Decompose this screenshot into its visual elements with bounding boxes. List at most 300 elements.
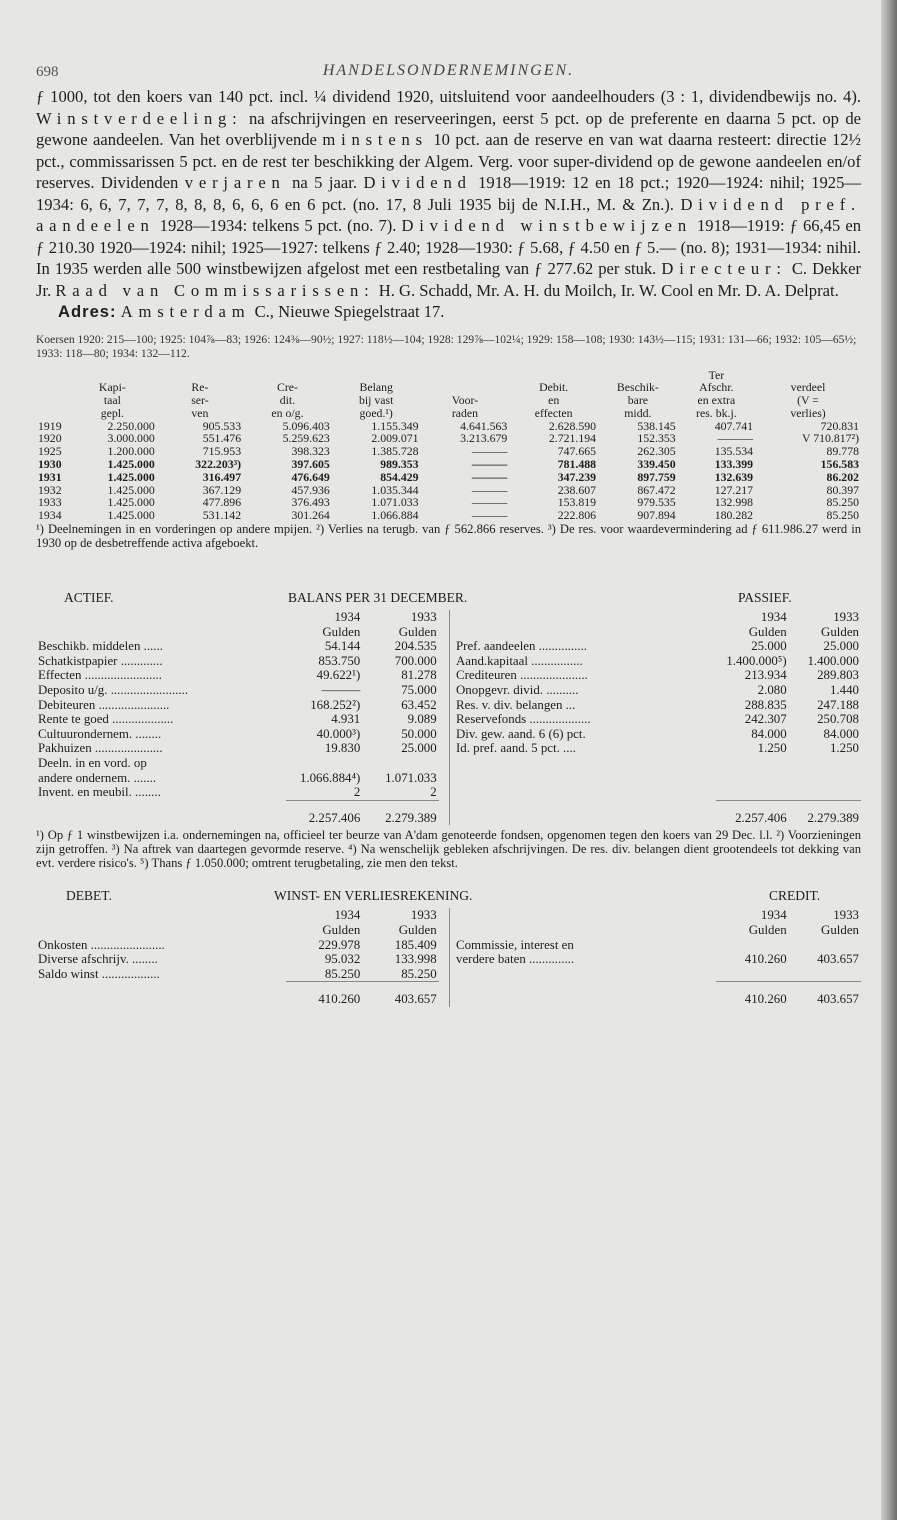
ledger-label [36,952,286,967]
amount-1933: 204.535 [394,639,437,654]
total-1933: 2.279.389 [362,800,438,825]
item-name: Onkosten [38,937,88,952]
blank-cell [789,756,861,771]
value-cell: 1.385.728 [371,444,419,459]
value-cell: 135.534 [714,444,754,459]
balans-table [36,610,861,825]
leader-dots: ................... [526,712,591,727]
amount-1934: 1.250 [757,741,787,756]
running-head: HANDELSONDERNEMINGEN. [322,62,575,79]
header-cell: midd. [624,405,652,420]
value-cell: 407.741 [714,418,754,433]
amount-1933: 85.250 [401,966,437,981]
value-cell: 180.282 [714,508,754,523]
leader-dots: ............. [117,653,163,668]
value-cell: 1.035.344 [371,482,419,497]
total-1934: 2.257.406 [286,800,362,825]
column-header-row [36,610,861,625]
amount-1933: 185.409 [394,937,437,952]
ledger-label [450,741,717,756]
item-name: Effecten [38,668,82,683]
year-label: Gulden [748,922,787,937]
header-cell: Debit. [539,380,569,395]
address-line [36,301,861,323]
amount-1934: 1.066.884⁴) [299,770,361,785]
column-divider [439,712,450,727]
header-cell [36,369,68,382]
actief-title: ACTIEF. [64,590,114,606]
value-cell: 80.397 [826,482,859,497]
blank-cell [36,800,286,825]
item-name: Schatkistpapier [38,653,118,668]
amount-1934: 2 [353,785,361,800]
value-cell: 89.778 [826,444,859,459]
winst-title: WINST- EN VERLIESREKENING. [274,888,473,904]
amount-1933: 1.440 [829,683,859,698]
ledger-label [36,938,286,953]
ledger-label [36,654,286,669]
totals-row [36,982,861,1007]
address-city: Amsterdam [120,302,251,321]
leader-dots: ............... [535,639,588,654]
value-cell: 322.203³) [195,457,242,472]
amount-1933 [789,938,861,953]
ledger-label [450,698,717,713]
totals-row [36,800,861,825]
item-name: Diverse afschrijv. [38,952,129,967]
page-header [36,52,861,86]
value-cell: 347.239 [557,469,597,484]
value-cell: 2.250.000 [107,418,155,433]
total-1934: 410.260 [716,982,788,1007]
ledger-label [36,727,286,742]
item-name: Deeln. in en vord. op [38,756,147,770]
value-cell: 1.066.884 [371,508,419,523]
value-cell: 897.759 [637,469,676,484]
blank-cell [450,800,717,825]
column-divider [439,683,450,698]
value-cell: 476.649 [291,469,330,484]
value-cell: 2.628.590 [548,418,597,433]
column-divider [439,952,450,967]
blank-cell [450,923,717,938]
ledger-row [36,654,861,669]
year-label: 1934 [334,610,361,625]
balans-heading [36,590,861,610]
value-cell: 127.217 [714,482,754,497]
header-cell: dit. [279,393,296,408]
year-cell: 1933 [38,495,62,510]
page-number: 698 [36,64,59,80]
amount-1934: 2.080 [757,683,787,698]
blank-cell [450,625,717,640]
year-label: 1933 [410,908,437,923]
column-divider [439,698,450,713]
text-segment: 10 pct. aan de reserve en van wat daarna resteert: directie 12½ pct., commissarissen 5 pct. en de rest ter beschikking der Algem. Verg. voor super-dividend op de gewone aandeelen en/of reserves. Dividenden [36,130,861,192]
amount-1933: 700.000 [394,653,437,668]
address-label: Adres: [58,302,117,321]
ledger-label [36,771,286,786]
value-cell: 1.071.033 [371,495,419,510]
ledger-label [450,952,717,967]
value-cell: 538.145 [637,418,676,433]
ledger-label [450,683,717,698]
winst-heading [36,888,861,908]
balans-title: BALANS PER 31 DECEMBER. [288,590,468,606]
amount-1934: 242.307 [744,712,787,727]
ledger-row [36,952,861,967]
value-cell: ——— [471,469,508,484]
value-cell: ——— [471,508,508,523]
blank-cell [36,982,286,1007]
leader-dots: ........ [128,952,158,967]
ledger-row [36,967,861,982]
header-cell: en [548,393,560,408]
table-row [36,458,861,471]
item-name: Reservefonds [456,712,527,727]
amount-1934: 853.750 [318,653,361,668]
amount-1934: 410.260 [744,952,787,967]
header-cell: res. bk.j. [696,405,737,420]
year-label: 1933 [833,908,859,923]
year-label: Gulden [821,624,859,639]
ledger-label [36,756,286,771]
value-cell: 132.998 [714,495,754,510]
ledger-label [36,785,286,800]
amount-1933: 250.708 [817,712,859,727]
text-segment: 1918—1919: 12 en 18 pct.; 1920—1924: nihil; 1925—1934: 6, 6, 7, 7, 7, 8, 8, 8, 6, 6, 6 en 6 pct. (no. 17, 8 Juli 1935 bij de N.I.H., M. & Zn.). [36,173,861,214]
header-cell: Re- [191,380,209,395]
year-cell: 1920 [38,431,62,446]
item-name: Deposito u/g. [38,683,108,698]
balans-section [36,590,861,870]
column-divider [439,923,450,938]
amount-1934 [286,756,362,771]
item-name: Div. gew. aand. 6 (6) pct. [456,726,586,741]
description-paragraph [36,86,861,301]
blank-cell [716,756,788,771]
header-cell: Voor- [451,393,479,408]
amount-1933: 50.000 [401,726,437,741]
ledger-label [450,938,717,953]
amount-1933: 25.000 [823,639,859,654]
year-label: 1934 [760,908,787,923]
value-cell: 1.425.000 [107,457,155,472]
ledger-row [36,785,861,800]
header-cell: (V = [797,393,819,408]
header-cell: ser- [191,393,209,408]
amount-1934: 4.931 [331,712,361,727]
year-label: 1934 [334,908,361,923]
header-cell: raden [451,405,479,420]
leader-dots: ........ [132,726,162,741]
year-label: Gulden [821,922,859,937]
year-label: Gulden [398,624,437,639]
header-cell: taal [103,393,121,408]
blank-cell [716,785,788,800]
amount-1933: 1.400.000 [807,653,859,668]
text-segment: na afschrijvingen en reserveeringen, eerst 5 pct. op de preferente en daarna 5 pct. op de gewone aandeelen. Van het overblijvende [36,108,861,149]
ledger-row [36,698,861,713]
item-name: Invent. en meubil. [38,785,132,800]
amount-1933: 1.071.033 [385,770,437,785]
header-row [36,381,861,394]
value-cell: ——— [471,457,508,472]
text-segment: na 5 jaar. [292,173,357,192]
value-cell: 907.894 [637,508,676,523]
year-cell: 1932 [38,482,62,497]
amount-1933: 133.998 [394,952,437,967]
item-name: Debiteuren [38,697,96,712]
blank-cell [716,967,788,982]
ledger-label [450,654,717,669]
value-cell: 720.831 [820,418,859,433]
amount-1933: 75.000 [401,683,437,698]
column-divider [439,625,450,640]
value-cell: V 710.817²) [801,431,859,446]
value-cell: 1.425.000 [107,469,155,484]
value-cell: 152.353 [637,431,676,446]
total-1934: 2.257.406 [716,800,788,825]
value-cell: 132.639 [714,469,754,484]
year-cell: 1919 [38,418,62,433]
blank-cell [450,771,717,786]
column-divider [439,982,450,1007]
header-cell [36,381,68,394]
ledger-label [36,668,286,683]
year-label: 1933 [833,610,859,625]
value-cell: 339.450 [637,457,676,472]
ledger-label [36,967,286,982]
year-cell: 1930 [38,457,62,472]
text-segment: H. G. Schadd, Mr. A. H. du Moilch, Ir. W. Cool en Mr. D. A. Delprat. [378,280,839,300]
leader-dots: ........................ [81,668,162,683]
year-label: Gulden [322,624,361,639]
header-cell: bare [627,393,648,408]
keyword-dividend-winstbewijzen: Dividend winstbewijzen [401,216,692,235]
leader-dots: .................. [98,966,160,981]
blank-cell [450,610,717,625]
blank-cell [789,967,861,982]
column-divider [439,908,450,923]
keyword-minstens: minstens [322,130,428,149]
ledger-label [450,727,717,742]
amount-1934: 40.000³) [316,726,361,741]
amount-1933: 247.188 [817,697,859,712]
amount-1934: ——— [321,683,361,698]
value-cell: 3.000.000 [107,431,155,446]
koersen-line: Koersen 1920: 215—100; 1925: 104⅞—83; 1926: 124⅜—90½; 1927: 118½—104; 1928: 129⅞—102¼; 1929: 158—108; 1930: 143½—115; 1931: 131—66; 1932: 105—65½; 1933: 118—80; 1934: 132—112. [36,332,857,360]
header-cell [36,407,68,420]
header-cell: Cre- [276,380,298,395]
winst-section [36,888,861,1007]
column-divider [439,800,450,825]
header-cell [421,369,510,382]
leader-dots: ........................ [107,683,189,698]
blank-cell [36,625,286,640]
item-name: Pref. aandeelen [456,639,536,654]
year-label: 1934 [760,610,787,625]
value-cell: 1.425.000 [107,495,155,510]
value-cell: 854.429 [380,469,419,484]
header-cell: ven [191,405,209,420]
leader-dots: ... [562,697,576,712]
value-cell: 153.819 [557,495,597,510]
ledger-row [36,712,861,727]
item-name: Onopgevr. divid. [456,683,544,698]
table-row [36,509,861,522]
header-row [36,407,861,420]
credit-title: CREDIT. [769,888,821,904]
column-divider [439,967,450,982]
text-segment: 1928—1934: telkens 5 pct. (no. 7). [159,216,397,235]
value-cell: 715.953 [202,444,242,459]
winst-table [36,908,861,1007]
ledger-row [36,741,861,756]
ledger-row [36,771,861,786]
value-cell: 531.142 [202,508,242,523]
ledger-label [36,712,286,727]
value-cell: 5.259.623 [282,431,330,446]
column-divider [439,785,450,800]
amount-1933: 403.657 [817,952,859,967]
leader-dots: ....................... [87,937,165,952]
amount-1934: 229.978 [318,937,361,952]
value-cell: 905.533 [202,418,242,433]
ledger-label [36,683,286,698]
leader-dots: ...................... [95,697,170,712]
value-cell: 989.353 [380,457,419,472]
column-divider [439,610,450,625]
address-street: C., Nieuwe Spiegelstraat 17. [254,302,445,321]
column-divider [439,938,450,953]
amount-1933: 25.000 [401,741,437,756]
column-divider [439,668,450,683]
item-name: Saldo winst [38,966,99,981]
ledger-row [36,938,861,953]
amount-1933: 84.000 [823,726,859,741]
item-name: Res. v. div. belangen [456,697,563,712]
total-1933: 403.657 [362,982,438,1007]
header-row [36,369,861,382]
keyword-directeur: Directeur: [661,259,787,278]
text-segment: C. Dekker Jr. [36,259,861,300]
value-cell: 1.425.000 [107,508,155,523]
item-name: Aand.kapitaal [456,653,528,668]
item-name: Rente te goed [38,712,109,727]
value-cell: 398.323 [291,444,330,459]
keyword-dividend: Dividend [363,173,472,192]
leader-dots: ........ [131,785,161,800]
amount-1934: 19.830 [324,741,361,756]
item-name: Id. pref. aand. 5 pct. [456,741,560,756]
ledger-row [36,639,861,654]
header-cell: effecten [534,405,573,420]
ledger-label [36,698,286,713]
amount-1933: 2 [430,785,437,800]
value-cell: 781.488 [557,457,597,472]
blank-cell [789,785,861,800]
blank-cell [36,610,286,625]
amount-1934: 213.934 [744,668,787,683]
value-cell: 156.583 [820,457,859,472]
blank-cell [450,982,717,1007]
item-name: Cultuurondernem. [38,726,133,741]
header-cell: en extra [697,393,736,408]
amount-1933: 9.089 [407,712,437,727]
leader-dots: ....... [130,770,157,785]
header-cell [36,394,68,407]
value-cell: ——— [471,495,508,510]
value-cell: 477.896 [202,495,242,510]
ledger-label [450,668,717,683]
item-name: Commissie, interest en [456,937,574,952]
amount-1933: 63.452 [401,697,437,712]
value-cell: 376.493 [291,495,330,510]
year-label: Gulden [748,624,787,639]
total-1933: 2.279.389 [789,800,861,825]
value-cell: ——— [717,431,754,446]
amount-1934: 84.000 [751,726,787,741]
leader-dots: ................ [527,653,583,668]
value-cell: 301.264 [291,508,330,523]
amount-1934: 25.000 [751,639,787,654]
header-cell: goed.¹) [359,405,393,420]
leader-dots: ...... [140,639,163,654]
total-1933: 403.657 [789,982,861,1007]
keyword-raad-van-commissarissen: Raad van Commissarissen: [55,280,375,300]
value-cell: 747.665 [557,444,597,459]
value-cell: 979.535 [637,495,676,510]
amount-1934 [716,938,788,953]
column-header-row [36,923,861,938]
ledger-row [36,668,861,683]
header-cell: verdeel [790,380,826,395]
value-cell: 86.202 [826,469,859,484]
column-divider [439,639,450,654]
kapitaal-table [36,369,861,523]
page-edge-shadow [881,0,897,1520]
year-label: 1933 [410,610,437,625]
value-cell: 367.129 [202,482,242,497]
blank-cell [36,923,286,938]
value-cell: 4.641.563 [460,418,508,433]
blank-cell [450,756,717,771]
amount-1934: 95.032 [324,952,361,967]
blank-cell [789,771,861,786]
text-segment: 1918—1919: ƒ 66,45 en ƒ 210.30 1920—1924: nihil; 1925—1927: telkens ƒ 2.40; 1928—1930: ƒ 5.68, ƒ 4.50 en ƒ 5.— (no. 8); 1931—1934: nihil. In 1935 werden alle 500 winstbewijzen afgelost met een restbetaling van ƒ 277.62 per stuk. [36,216,861,278]
blank-cell [450,967,717,982]
header-cell: en o/g. [271,405,304,420]
leader-dots: ................... [108,712,174,727]
amount-1934: 168.252²) [310,697,361,712]
value-cell: 2.721.194 [548,431,597,446]
column-header-row [36,625,861,640]
item-name: andere ondernem. [38,770,131,785]
blank-cell [450,785,717,800]
amount-1933: 1.250 [829,741,859,756]
text-segment: ƒ 1000, tot den koers van 140 pct. incl. ¼ dividend 1920, uitsluitend voor aandeelhouders (3 : 1, dividendbewijs no. 4). [36,87,861,106]
passief-title: PASSIEF. [738,590,792,606]
column-divider [439,727,450,742]
value-cell: 238.607 [557,482,597,497]
leader-dots: .............. [525,952,575,967]
item-name: Beschikb. middelen [38,639,141,654]
value-cell: 1.155.349 [371,418,419,433]
blank-cell [36,908,286,923]
amount-1934: 85.250 [324,966,361,981]
column-divider [439,771,450,786]
